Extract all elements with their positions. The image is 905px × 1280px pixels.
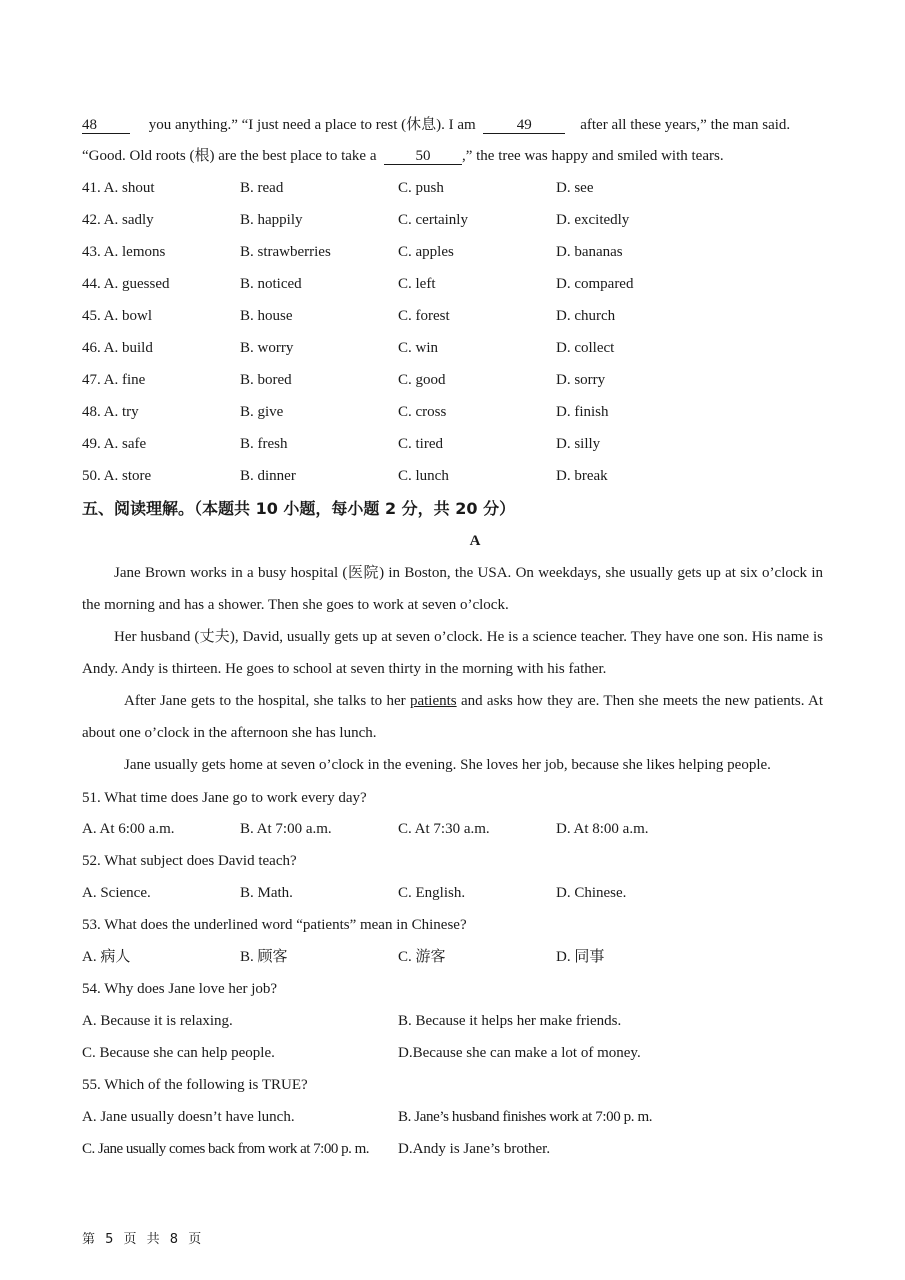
option-b: B. happily bbox=[240, 212, 303, 228]
option-c: C. Jane usually comes back from work at 7:00 p. m. bbox=[82, 1141, 370, 1157]
option-a: A. Science. bbox=[82, 885, 151, 901]
option-c: C. apples bbox=[398, 244, 454, 260]
option-row-46 bbox=[82, 338, 832, 358]
option-row-49 bbox=[82, 434, 832, 454]
question-55: 55. Which of the following is TRUE? bbox=[82, 1077, 308, 1093]
option-a: 50. A. store bbox=[82, 468, 152, 484]
question-52: 52. What subject does David teach? bbox=[82, 853, 297, 869]
option-b: B. Because it helps her make friends. bbox=[398, 1013, 622, 1029]
option-a: A. Jane usually doesn’t have lunch. bbox=[82, 1109, 295, 1125]
cloze-text: you anything.” “I just need a place to rest (休息). I am bbox=[148, 117, 476, 133]
option-a: 45. A. bowl bbox=[82, 308, 153, 324]
option-c: C. forest bbox=[398, 308, 450, 324]
blank-50: 50 bbox=[384, 148, 462, 165]
options-52 bbox=[82, 883, 832, 903]
options-54-row-2 bbox=[82, 1043, 832, 1063]
option-a: A. Because it is relaxing. bbox=[82, 1013, 233, 1029]
options-54-row-1 bbox=[82, 1011, 832, 1031]
passage-paragraph-2: Her husband (丈夫), David, usually gets up at seven o’clock. He is a science teacher. They have one son. His name is Andy. Andy is thirteen. He goes to school at seven thirty in the morning with his father. bbox=[82, 629, 823, 677]
option-row-44 bbox=[82, 274, 832, 294]
option-a: 43. A. lemons bbox=[82, 244, 166, 260]
passage-paragraph-3 bbox=[82, 685, 823, 749]
section-heading: 五、阅读理解。（本题共 10 小题，每小题 2 分，共 20 分） bbox=[82, 499, 516, 518]
option-d: D. sorry bbox=[556, 372, 606, 388]
cloze-line-1 bbox=[82, 115, 790, 135]
option-c: C. 游客 bbox=[398, 949, 446, 965]
passage-paragraph-1: Jane Brown works in a busy hospital (医院) in Boston, the USA. On weekdays, she usually gets up at six o’clock in the morning and has a shower. Then she goes to work at seven o’clock. bbox=[82, 565, 823, 613]
option-c: C. certainly bbox=[398, 212, 468, 228]
option-a: 47. A. fine bbox=[82, 372, 146, 388]
option-d: D. finish bbox=[556, 404, 609, 420]
option-d: D. 同事 bbox=[556, 949, 605, 965]
option-d: D. bananas bbox=[556, 244, 623, 260]
option-a: A. 病人 bbox=[82, 949, 131, 965]
options-55-row-1 bbox=[82, 1107, 832, 1127]
options-53 bbox=[82, 947, 832, 967]
option-b: B. strawberries bbox=[240, 244, 331, 260]
option-row-41 bbox=[82, 178, 832, 198]
option-b: B. Jane’s husband finishes work at 7:00 p. m. bbox=[398, 1109, 653, 1125]
option-row-42 bbox=[82, 210, 832, 230]
option-b: B. worry bbox=[240, 340, 294, 356]
option-c: C. good bbox=[398, 372, 446, 388]
cloze-text: ,” the tree was happy and smiled with tears. bbox=[461, 148, 724, 164]
option-row-48 bbox=[82, 402, 832, 422]
option-d: D. silly bbox=[556, 436, 601, 452]
option-b: B. Math. bbox=[240, 885, 293, 901]
option-c: C. left bbox=[398, 276, 436, 292]
option-b: B. give bbox=[240, 404, 284, 420]
option-c: C. Because she can help people. bbox=[82, 1045, 275, 1061]
option-d: D. Chinese. bbox=[556, 885, 627, 901]
option-c: C. tired bbox=[398, 436, 443, 452]
options-55-row-2 bbox=[82, 1139, 832, 1159]
option-c: C. English. bbox=[398, 885, 466, 901]
blank-48: 48 bbox=[82, 117, 130, 134]
passage-paragraph-4: Jane usually gets home at seven o’clock in the evening. She loves her job, because she likes helping people. bbox=[124, 757, 771, 773]
option-a: 41. A. shout bbox=[82, 180, 155, 196]
option-b: B. dinner bbox=[240, 468, 296, 484]
option-d: D. collect bbox=[556, 340, 615, 356]
option-d: D. break bbox=[556, 468, 608, 484]
option-c: C. At 7:30 a.m. bbox=[398, 821, 490, 837]
option-d: D. excitedly bbox=[556, 212, 630, 228]
option-b: B. house bbox=[240, 308, 293, 324]
option-d: D. see bbox=[556, 180, 594, 196]
blank-49: 49 bbox=[483, 117, 565, 134]
option-d: D. At 8:00 a.m. bbox=[556, 821, 649, 837]
option-c: C. lunch bbox=[398, 468, 449, 484]
option-row-43 bbox=[82, 242, 832, 262]
page-number-footer: 第 5 页 共 8 页 bbox=[82, 1232, 205, 1247]
paragraph-text: After Jane gets to the hospital, she talks to her bbox=[124, 693, 406, 709]
option-d: D.Because she can make a lot of money. bbox=[398, 1045, 641, 1061]
cloze-line-2 bbox=[82, 146, 724, 166]
question-54: 54. Why does Jane love her job? bbox=[82, 981, 278, 997]
option-a: 42. A. sadly bbox=[82, 212, 154, 228]
option-a: 49. A. safe bbox=[82, 436, 147, 452]
cloze-text: “Good. Old roots (根) are the best place to take a bbox=[82, 148, 377, 164]
option-b: B. fresh bbox=[240, 436, 288, 452]
underlined-word: patients bbox=[409, 693, 457, 709]
option-row-47 bbox=[82, 370, 832, 390]
option-a: A. At 6:00 a.m. bbox=[82, 821, 175, 837]
option-row-45 bbox=[82, 306, 832, 326]
question-53: 53. What does the underlined word “patients” mean in Chinese? bbox=[82, 917, 467, 933]
options-51 bbox=[82, 819, 832, 839]
option-a: 44. A. guessed bbox=[82, 276, 170, 292]
option-c: C. win bbox=[398, 340, 439, 356]
option-a: 48. A. try bbox=[82, 404, 139, 420]
option-b: B. At 7:00 a.m. bbox=[240, 821, 332, 837]
option-a: 46. A. build bbox=[82, 340, 153, 356]
option-b: B. noticed bbox=[240, 276, 302, 292]
option-row-50 bbox=[82, 466, 832, 486]
option-b: B. 顾客 bbox=[240, 949, 288, 965]
passage-title: A bbox=[469, 533, 481, 549]
option-d: D. church bbox=[556, 308, 616, 324]
paragraph-text: and asks how they are. Then she meets the new patients. At about one o’clock in the afternoon she has lunch. bbox=[82, 693, 823, 741]
option-d: D. compared bbox=[556, 276, 634, 292]
option-d: D.Andy is Jane’s brother. bbox=[398, 1141, 551, 1157]
cloze-text: after all these years,” the man said. bbox=[580, 117, 791, 133]
option-b: B. bored bbox=[240, 372, 292, 388]
option-c: C. push bbox=[398, 180, 444, 196]
option-c: C. cross bbox=[398, 404, 447, 420]
option-b: B. read bbox=[240, 180, 284, 196]
question-51: 51. What time does Jane go to work every day? bbox=[82, 790, 367, 806]
